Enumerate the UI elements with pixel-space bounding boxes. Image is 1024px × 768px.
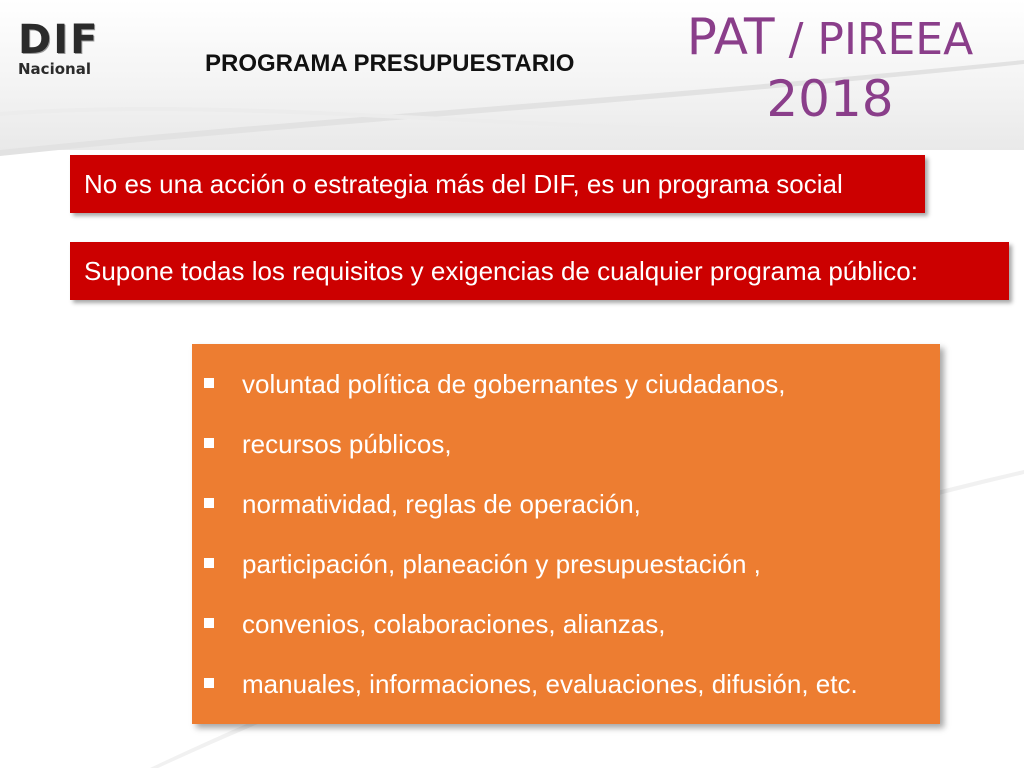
list-item	[204, 428, 940, 488]
pat-label: PAT	[686, 8, 775, 66]
page-title: PROGRAMA PRESUPUESTARIO	[205, 50, 575, 77]
list-item-text: manuales, informaciones, evaluaciones, difusión, etc.	[242, 669, 858, 699]
square-bullet-icon	[204, 438, 214, 448]
dif-nacional-logo	[18, 17, 100, 82]
list-item	[204, 668, 940, 728]
pat-pireea-heading	[650, 8, 1010, 128]
list-item	[204, 548, 940, 608]
square-bullet-icon	[204, 558, 214, 568]
requirements-list	[192, 344, 940, 728]
list-item-text: voluntad política de gobernantes y ciudadanos,	[242, 369, 786, 399]
pireea-label: / PIREEA	[774, 14, 974, 65]
statement-requirements: Supone todas los requisitos y exigencias de cualquier programa público:	[70, 242, 1009, 300]
square-bullet-icon	[204, 498, 214, 508]
requirements-list-box	[192, 344, 940, 724]
pat-line-1	[650, 8, 1010, 66]
logo-mark: DIF	[18, 17, 100, 63]
list-item	[204, 608, 940, 668]
square-bullet-icon	[204, 618, 214, 628]
logo-subtitle: Nacional	[18, 60, 91, 78]
list-item-text: convenios, colaboraciones, alianzas,	[242, 609, 666, 639]
list-item-text: recursos públicos,	[242, 429, 452, 459]
list-item	[204, 368, 940, 428]
statement-social-program: No es una acción o estrategia más del DIF, es un programa social	[70, 155, 925, 213]
square-bullet-icon	[204, 678, 214, 688]
list-item-text: participación, planeación y presupuestación ,	[242, 549, 761, 579]
list-item-text: normatividad, reglas de operación,	[242, 489, 641, 519]
year-label: 2018	[766, 70, 894, 128]
list-item	[204, 488, 940, 548]
square-bullet-icon	[204, 378, 214, 388]
